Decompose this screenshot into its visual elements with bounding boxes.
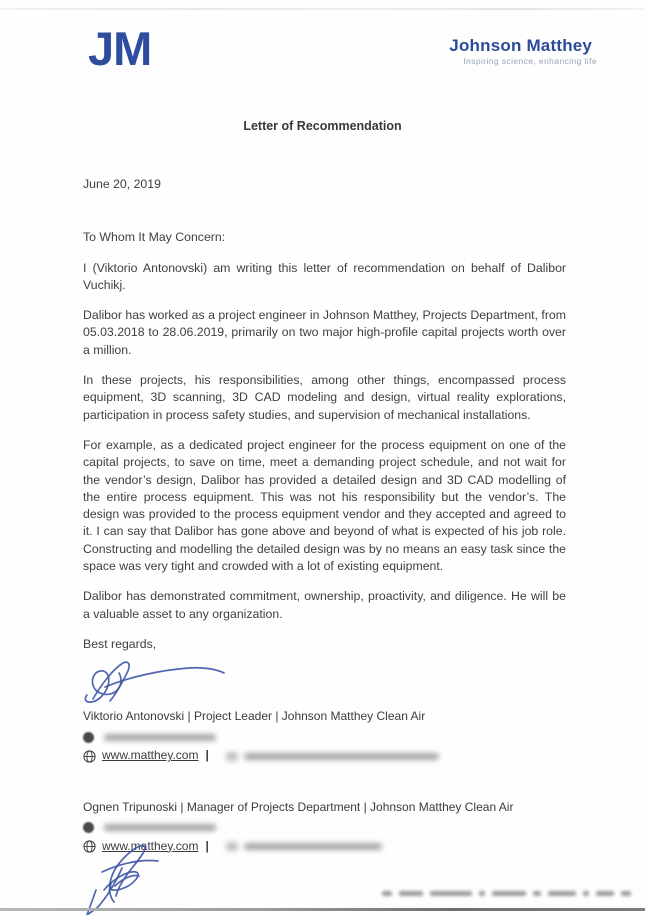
redacted-text [621,891,631,896]
signer-block-1 [83,708,566,763]
letter-date: June 20, 2019 [83,177,161,191]
phone-icon [83,822,94,833]
paragraph-1: I (Viktorio Antonovski) am writing this letter of recommendation on behalf of Dalibor Vuchikj. [83,260,566,292]
phone-line [83,730,566,745]
brand-block [449,36,597,66]
closing-phrase: Best regards, [83,636,157,651]
web-line [83,749,566,764]
redacted-text [583,891,589,896]
redacted-phone [104,824,216,831]
signer-name-title: Ognen Tripunoski | Manager of Projects Department | Johnson Matthey Clean Air [83,799,514,814]
scan-artifact-top [0,8,645,10]
redacted-phone [104,734,216,741]
scan-artifact-bottom [0,908,645,911]
separator: | [205,748,209,763]
separator: | [205,838,209,853]
redacted-text [479,891,485,896]
website-link[interactable]: www.matthey.com [102,748,199,763]
phone-icon [83,732,94,743]
redacted-text [382,891,392,896]
email-icon [226,752,238,761]
paragraph-2: Dalibor has worked as a project engineer in Johnson Matthey, Projects Department, from 05.03.2018 to 28.06.2019, primarily on two major high-profile capital projects worth over a million. [83,308,567,357]
paragraph-4: For example, as a dedicated project engineer for the process equipment on one of the capital projects, to save on time, meet a demanding project schedule, and not wait for the vendor’s design, Dalibor has provided a detailed design and 3D CAD modelling of the entire process equipment. This was not his responsibility but the vendor’s. The design was provided to the process equipment vendor and they accepted and agreed to it. I can say that Dalibor has gone above and beyond of what is expected of his job role. Constructing and modelling the detailed design was by no means an easy task since the space was very tight and crowded with a lot of existing equipment. [83,437,566,574]
redacted-text [430,891,472,896]
signer-name-title: Viktorio Antonovski | Project Leader | Johnson Matthey Clean Air [83,709,426,724]
page-title: Letter of Recommendation [243,119,402,133]
redacted-text [596,891,614,896]
email-icon [226,842,238,851]
redacted-email [244,843,382,850]
salutation: To Whom It May Concern: [83,230,226,245]
website-link[interactable]: www.matthey.com [102,838,199,853]
letter-body [0,176,645,854]
paragraph-5: Dalibor has demonstrated commitment, ownership, proactivity, and diligence. He will be a valuable asset to any organization. [83,589,566,621]
redacted-text [492,891,526,896]
redacted-text [548,891,576,896]
redacted-text [533,891,541,896]
brand-wordmark: Johnson Matthey [449,36,593,55]
redacted-email [244,753,439,760]
redacted-text [399,891,423,896]
phone-line [83,820,566,835]
jm-logo: JM [88,22,152,75]
footer-address-redacted [382,891,631,896]
signature-viktorio [77,657,227,705]
letter-header [0,0,645,74]
globe-icon [83,750,96,763]
brand-tagline: Inspiring science, enhancing life [463,56,597,66]
paragraph-3: In these projects, his responsibilities, among other things, encompassed process equipment, 3D scanning, 3D CAD modeling and design, virtual reality explorations, participation in process safety studies, and supervision of mechanical installations. [83,373,566,422]
signature-ognen [78,836,208,915]
